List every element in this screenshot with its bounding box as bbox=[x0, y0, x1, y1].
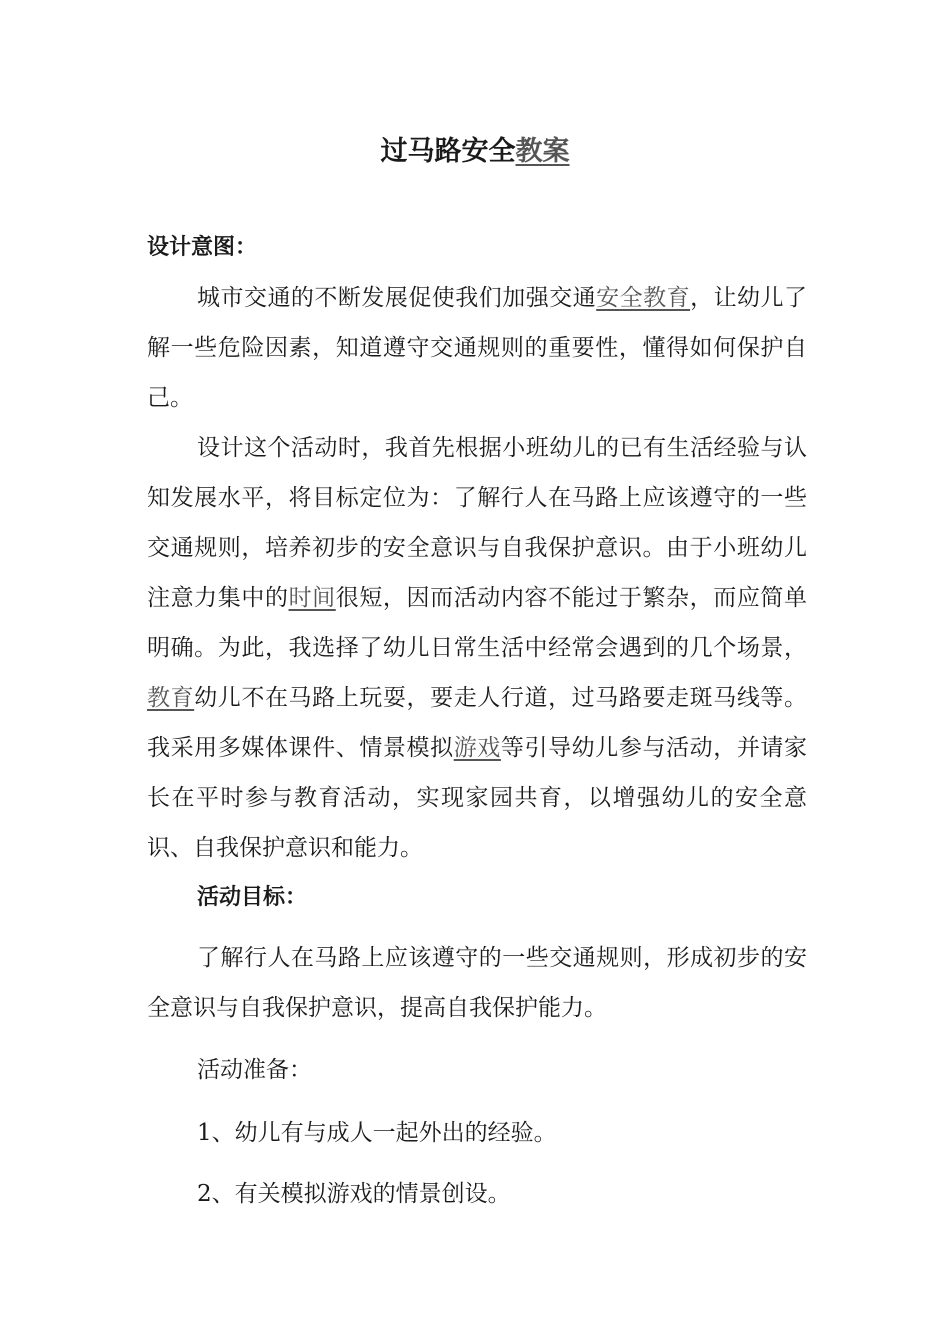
paragraph-text: 设计这个活动时，我首先根据小班幼儿的已有生活经验与认知发展水平，将目标定位为：了解行人在马路上应该遵守的一些交通规则，培养初步的安全意识与自我保护意识。由于小班幼儿注意力集中的 bbox=[147, 435, 807, 611]
activity-goal-paragraph: 了解行人在马路上应该遵守的一些交通规则，形成初步的安全意识与自我保护意识，提高自我保护能力。 bbox=[147, 945, 807, 1021]
activity-preparation-heading: 活动准备： bbox=[197, 1057, 312, 1083]
activity-goal-heading: 活动目标： bbox=[197, 885, 308, 910]
paragraph-text: 很短，因而活动内容不能过于繁杂，而应简单明确。为此，我选择了幼儿日常生活中经常会遇到的几个场景， bbox=[147, 585, 808, 661]
link-game[interactable]: 游戏 bbox=[453, 735, 501, 761]
link-safety-education[interactable]: 安全教育 bbox=[596, 285, 691, 311]
link-education[interactable]: 教育 bbox=[147, 685, 195, 711]
paragraph-text: ，让幼儿了解一些危险因素，知道遵守交通规则的重要性，懂得如何保护自己。 bbox=[147, 285, 808, 411]
paragraph-text: 城市交通的不断发展促使我们加强交通 bbox=[197, 285, 597, 311]
design-intent-paragraph-2 bbox=[147, 423, 807, 873]
design-intent-paragraph-1 bbox=[147, 273, 807, 423]
paragraph-text: 幼儿不在马路上玩耍，要走人行道，过马路要走斑马线等。我采用多媒体课件、情景模拟 bbox=[147, 685, 808, 761]
title-link-lesson-plan[interactable]: 教案 bbox=[515, 136, 570, 167]
preparation-item-2: 2、有关模拟游戏的情景创设。 bbox=[197, 1181, 511, 1207]
title-text: 过马路安全 bbox=[380, 136, 516, 167]
page-title bbox=[0, 132, 950, 172]
paragraph-text: 等引导幼儿参与活动，并请家长在平时参与教育活动，实现家园共育，以增强幼儿的安全意识、自我保护意识和能力。 bbox=[147, 735, 808, 861]
link-time[interactable]: 时间 bbox=[288, 585, 336, 611]
design-intent-heading: 设计意图： bbox=[147, 235, 258, 260]
preparation-item-1: 1、幼儿有与成人一起外出的经验。 bbox=[197, 1120, 557, 1146]
